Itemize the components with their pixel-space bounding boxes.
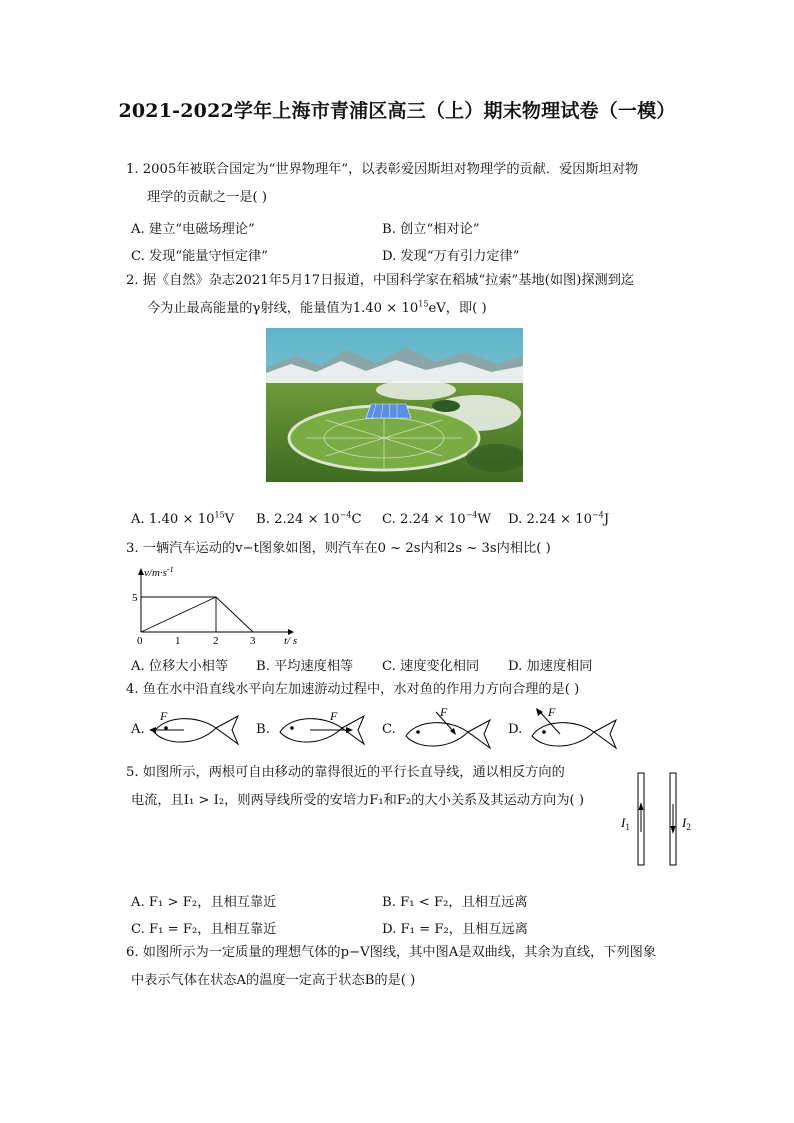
q1-option-a: A. 建立“电磁场理论” xyxy=(131,222,255,237)
q5-option-c: C. F₁ = F₂，且相互靠近 xyxy=(131,922,277,937)
q5-line-2: 电流，且I₁ > I₂，则两导线所受的安培力F₁和F₂的大小关系及其运动方向为( ) xyxy=(131,793,585,808)
q1-line-1: 1. 2005年被联合国定为“世界物理年”，以表彰爱因斯坦对物理学的贡献．爱因斯坦对物 xyxy=(126,162,639,177)
vt-tick-2: 2 xyxy=(213,635,219,647)
lhaaso-photo xyxy=(266,328,523,482)
q6-line-2: 中表示气体在状态A的温度一定高于状态B的是( ) xyxy=(131,973,416,988)
vt-xlabel: t/ s xyxy=(284,635,298,647)
q2-option-a-exponent: 15 xyxy=(214,510,225,520)
q2-line-2-text: 今为止最高能量的γ射线，能量值为1.40 × 10 xyxy=(147,301,419,316)
q2-option-c-exponent: −4 xyxy=(465,510,478,520)
vt-tick-3: 3 xyxy=(250,635,256,647)
q3-option-b: B. 平均速度相等 xyxy=(256,659,354,674)
q2-option-b xyxy=(256,512,362,527)
vt-ylabel: $v/m\cdot s^{-1}$ xyxy=(144,565,174,579)
fish-c-force-label: F xyxy=(440,706,448,719)
q2-line-2 xyxy=(147,300,487,318)
vt-tick-0: 0 xyxy=(137,635,143,647)
q1-option-c: C. 发现“能量守恒定律” xyxy=(131,249,268,264)
q2-option-a-unit: V xyxy=(224,512,235,527)
current-up-arrow xyxy=(639,802,644,810)
q2-line-2-exponent: 15 xyxy=(418,299,429,309)
q5-option-d: D. F₁ = F₂，且相互远离 xyxy=(382,922,528,937)
q1-line-2: 理学的贡献之一是( ) xyxy=(147,190,267,205)
i1-label: $I_1$ xyxy=(621,815,630,832)
q5-line-1: 5. 如图所示，两根可自由移动的靠得很近的平行长直导线，通以相反方向的 xyxy=(126,765,565,780)
fish-a-force-label: F xyxy=(160,709,168,723)
q2-option-a xyxy=(131,512,234,527)
q2-option-d-exponent: −4 xyxy=(592,510,604,520)
fish-a xyxy=(146,706,246,752)
vt-graph xyxy=(128,565,308,650)
fish-b xyxy=(272,706,372,752)
q4-option-c-label: C. xyxy=(382,722,396,737)
vt-segment-2-3 xyxy=(216,597,253,632)
q3-option-a: A. 位移大小相等 xyxy=(131,659,229,674)
vt-segment-0-2 xyxy=(141,597,216,632)
i2-label: $I_2$ xyxy=(682,815,691,832)
q4-option-d-label: D. xyxy=(508,722,523,737)
vt-tick-1: 1 xyxy=(175,635,181,647)
current-down-arrow xyxy=(671,826,676,834)
q2-option-c xyxy=(382,512,491,527)
q3-option-d: D. 加速度相同 xyxy=(508,659,593,674)
fish-d-force-label: F xyxy=(548,706,556,719)
q2-option-c-label: C. 2.24 × 10 xyxy=(382,512,466,527)
fish-b-force-label: F xyxy=(330,709,338,723)
q5-option-a: A. F₁ > F₂，且相互靠近 xyxy=(131,895,277,910)
page-title: 2021-2022学年上海市青浦区高三（上）期末物理试卷（一模） xyxy=(118,100,676,122)
q3-option-c: C. 速度变化相同 xyxy=(382,659,480,674)
q2-option-b-exponent: −4 xyxy=(339,510,352,520)
q4-option-a-label: A. xyxy=(131,722,145,737)
q6-line-1: 6. 如图所示为一定质量的理想气体的p−V图线，其中图A是双曲线，其余为直线，下列图象 xyxy=(126,945,657,960)
wires-figure xyxy=(616,770,706,868)
q2-option-d-unit: J xyxy=(603,512,610,527)
q4-line-1: 4. 鱼在水中沿直线水平向左加速游动过程中，水对鱼的作用力方向合理的是( ) xyxy=(126,682,580,697)
q2-option-a-label: A. 1.40 × 10 xyxy=(131,512,215,527)
q2-option-b-unit: C xyxy=(351,512,362,527)
q4-option-b-label: B. xyxy=(256,722,270,737)
q1-option-b: B. 创立“相对论” xyxy=(382,222,480,237)
q2-option-b-label: B. 2.24 × 10 xyxy=(256,512,340,527)
q2-line-1: 2. 据《自然》杂志2021年5月17日报道，中国科学家在稻城“拉索”基地(如图)探测到迄 xyxy=(126,273,635,288)
vt-tick-5: 5 xyxy=(132,592,138,604)
q3-line-1: 3. 一辆汽车运动的v−t图象如图，则汽车在0 ~ 2s内和2s ~ 3s内相比( ) xyxy=(126,541,551,556)
q2-option-c-unit: W xyxy=(477,512,491,527)
fish-c xyxy=(398,706,498,752)
q2-option-d xyxy=(508,512,609,527)
fish-d xyxy=(524,706,624,752)
q2-option-d-label: D. 2.24 × 10 xyxy=(508,512,593,527)
q1-option-d: D. 发现“万有引力定律” xyxy=(382,249,520,264)
q2-line-2-tail: eV，即( ) xyxy=(428,301,487,316)
q5-option-b: B. F₁ < F₂，且相互远离 xyxy=(382,895,528,910)
